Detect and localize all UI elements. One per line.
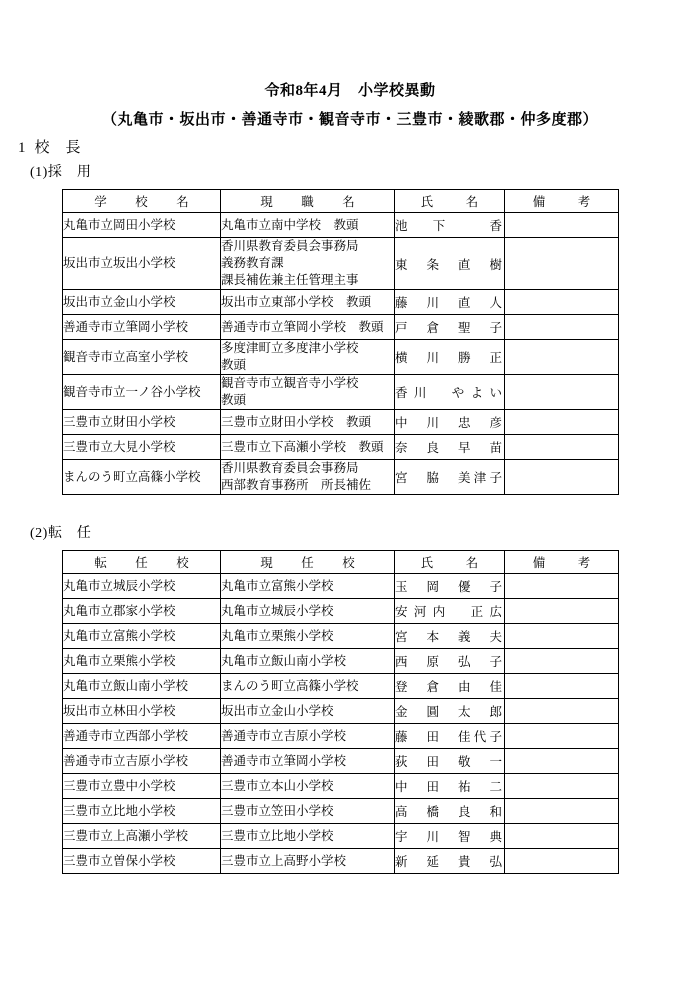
cell-school: 丸亀市立栗熊小学校 — [63, 649, 221, 674]
person-name-text: 高 橋 良 和 — [395, 805, 502, 819]
cell-current: 丸亀市立栗熊小学校 — [221, 624, 395, 649]
cell-person-name — [395, 375, 505, 410]
cell-current — [221, 340, 395, 375]
person-name-text: 玉 岡 優 子 — [395, 580, 502, 594]
cell-current: 三豊市立財田小学校 教頭 — [221, 410, 395, 435]
cell-person-name — [395, 340, 505, 375]
column-header-name — [395, 190, 505, 213]
appointment-table-head — [63, 190, 619, 213]
cell-line: 香川県教育委員会事務局 — [221, 239, 359, 253]
cell-current — [221, 460, 395, 495]
cell-current: 丸亀市立飯山南小学校 — [221, 649, 395, 674]
cell-school: 丸亀市立郡家小学校 — [63, 599, 221, 624]
cell-line: 観音寺市立観音寺小学校 — [221, 376, 359, 390]
cell-current: 三豊市立上高野小学校 — [221, 849, 395, 874]
cell-person-name — [395, 674, 505, 699]
person-name-text: 藤 川 直 人 — [395, 296, 502, 310]
cell-line: 義務教育課 — [221, 256, 284, 270]
column-header-current-position-label: 現 職 名 — [260, 195, 363, 209]
cell-remarks — [505, 290, 619, 315]
cell-current: 坂出市立東部小学校 教頭 — [221, 290, 395, 315]
table-row — [63, 724, 619, 749]
cell-remarks — [505, 799, 619, 824]
column-header-remarks — [505, 190, 619, 213]
cell-person-name — [395, 749, 505, 774]
table-row — [63, 699, 619, 724]
cell-school: 三豊市立上高瀬小学校 — [63, 824, 221, 849]
table-row — [63, 213, 619, 238]
column-header-remarks-label: 備 考 — [532, 556, 601, 570]
table-row — [63, 375, 619, 410]
cell-current: 三豊市立下高瀬小学校 教頭 — [221, 435, 395, 460]
transfer-table — [62, 550, 619, 874]
table-header-row — [63, 190, 619, 213]
cell-remarks — [505, 460, 619, 495]
table-row — [63, 290, 619, 315]
table-row — [63, 849, 619, 874]
cell-line: 課長補佐兼主任管理主事 — [221, 273, 359, 287]
person-name-text: 戸 倉 聖 子 — [395, 321, 502, 335]
cell-person-name — [395, 435, 505, 460]
cell-remarks — [505, 375, 619, 410]
cell-remarks — [505, 674, 619, 699]
table-row — [63, 799, 619, 824]
cell-person-name — [395, 849, 505, 874]
table-row — [63, 460, 619, 495]
cell-current: 丸亀市立南中学校 教頭 — [221, 213, 395, 238]
cell-person-name — [395, 290, 505, 315]
person-name-text: 香川 やよい — [395, 386, 502, 400]
cell-line: 西部教育事務所 所長補佐 — [221, 478, 372, 492]
cell-current: まんのう町立高篠小学校 — [221, 674, 395, 699]
person-name-text: 金 圓 太 郎 — [395, 705, 502, 719]
transfer-table-body — [63, 574, 619, 874]
transfer-table-wrapper — [0, 541, 700, 874]
cell-school: 善通寺市立筆岡小学校 — [63, 315, 221, 340]
cell-school: 三豊市立豊中小学校 — [63, 774, 221, 799]
cell-remarks — [505, 435, 619, 460]
cell-person-name — [395, 699, 505, 724]
column-header-name-label: 氏 名 — [420, 556, 489, 570]
cell-current: 三豊市立比地小学校 — [221, 824, 395, 849]
cell-remarks — [505, 699, 619, 724]
column-header-school — [63, 190, 221, 213]
cell-person-name — [395, 460, 505, 495]
column-header-name — [395, 551, 505, 574]
person-name-text: 宇 川 智 典 — [395, 830, 502, 844]
cell-current: 丸亀市立富熊小学校 — [221, 574, 395, 599]
cell-line: 教頭 — [221, 358, 247, 372]
table-header-row — [63, 551, 619, 574]
cell-school: 善通寺市立西部小学校 — [63, 724, 221, 749]
person-name-text: 新 延 貴 弘 — [395, 855, 502, 869]
cell-remarks — [505, 213, 619, 238]
cell-school: 三豊市立曽保小学校 — [63, 849, 221, 874]
person-name-text: 奈 良 早 苗 — [395, 441, 502, 455]
cell-line: 教頭 — [221, 393, 247, 407]
cell-person-name — [395, 624, 505, 649]
column-header-current-school — [221, 551, 395, 574]
subsection-heading-tennin: (2)転 任 — [30, 526, 92, 541]
cell-current — [221, 238, 395, 290]
appointment-table-body — [63, 213, 619, 495]
table-row — [63, 674, 619, 699]
appointment-table — [62, 189, 619, 495]
cell-school: 坂出市立金山小学校 — [63, 290, 221, 315]
cell-remarks — [505, 824, 619, 849]
cell-remarks — [505, 724, 619, 749]
column-header-transfer-school — [63, 551, 221, 574]
cell-school: 三豊市立大見小学校 — [63, 435, 221, 460]
table-row — [63, 410, 619, 435]
cell-remarks — [505, 574, 619, 599]
cell-remarks — [505, 774, 619, 799]
cell-person-name — [395, 315, 505, 340]
table-row — [63, 749, 619, 774]
cell-person-name — [395, 649, 505, 674]
column-header-remarks-label: 備 考 — [532, 195, 601, 209]
cell-school: 丸亀市立城辰小学校 — [63, 574, 221, 599]
cell-school: まんのう町立高篠小学校 — [63, 460, 221, 495]
table-row — [63, 238, 619, 290]
cell-current: 三豊市立本山小学校 — [221, 774, 395, 799]
column-header-remarks — [505, 551, 619, 574]
cell-school: 三豊市立財田小学校 — [63, 410, 221, 435]
table-row — [63, 435, 619, 460]
section-heading-koucho — [0, 128, 700, 156]
cell-current: 三豊市立笠田小学校 — [221, 799, 395, 824]
table-row — [63, 824, 619, 849]
person-name-text: 池 下 香 — [395, 219, 502, 233]
cell-line: 香川県教育委員会事務局 — [221, 461, 359, 475]
table-row — [63, 574, 619, 599]
cell-line: 多度津町立多度津小学校 — [221, 341, 359, 355]
transfer-table-head — [63, 551, 619, 574]
person-name-text: 安河内 正広 — [395, 605, 502, 619]
person-name-text: 東 条 直 樹 — [395, 257, 502, 272]
table-row — [63, 315, 619, 340]
cell-school: 観音寺市立高室小学校 — [63, 340, 221, 375]
column-header-current-school-label: 現 任 校 — [260, 556, 363, 570]
person-name-text: 中 田 祐 二 — [395, 780, 502, 794]
table-row — [63, 624, 619, 649]
cell-remarks — [505, 410, 619, 435]
column-header-transfer-school-label: 転 任 校 — [94, 556, 197, 570]
cell-remarks — [505, 315, 619, 340]
cell-school: 観音寺市立一ノ谷小学校 — [63, 375, 221, 410]
subsection-heading-saiyo: (1)採 用 — [30, 165, 92, 180]
cell-school: 丸亀市立飯山南小学校 — [63, 674, 221, 699]
cell-school: 三豊市立比地小学校 — [63, 799, 221, 824]
cell-current: 善通寺市立筆岡小学校 — [221, 749, 395, 774]
cell-person-name — [395, 824, 505, 849]
cell-current: 善通寺市立筆岡小学校 教頭 — [221, 315, 395, 340]
cell-current: 善通寺市立吉原小学校 — [221, 724, 395, 749]
table-row — [63, 599, 619, 624]
cell-person-name — [395, 774, 505, 799]
table-row — [63, 774, 619, 799]
person-name-text: 宮 脇 美津子 — [395, 471, 502, 485]
cell-school: 坂出市立林田小学校 — [63, 699, 221, 724]
cell-school: 坂出市立坂出小学校 — [63, 238, 221, 290]
table-gap-spacer — [0, 495, 700, 517]
cell-school: 丸亀市立岡田小学校 — [63, 213, 221, 238]
cell-current — [221, 375, 395, 410]
cell-remarks — [505, 749, 619, 774]
cell-remarks — [505, 624, 619, 649]
column-header-name-label: 氏 名 — [420, 195, 489, 209]
table-row — [63, 340, 619, 375]
cell-person-name — [395, 213, 505, 238]
cell-remarks — [505, 238, 619, 290]
appointment-table-wrapper — [0, 180, 700, 495]
column-header-current-position — [221, 190, 395, 213]
cell-person-name — [395, 724, 505, 749]
section-label: 校 長 — [34, 140, 82, 156]
cell-person-name — [395, 599, 505, 624]
cell-remarks — [505, 340, 619, 375]
cell-current: 丸亀市立城辰小学校 — [221, 599, 395, 624]
cell-remarks — [505, 599, 619, 624]
page-title: 令和8年4月 小学校異動 — [264, 83, 436, 99]
cell-remarks — [505, 849, 619, 874]
section-number: 1 — [18, 140, 26, 156]
person-name-text: 中 川 忠 彦 — [395, 416, 502, 430]
cell-school: 善通寺市立吉原小学校 — [63, 749, 221, 774]
cell-person-name — [395, 410, 505, 435]
cell-person-name — [395, 799, 505, 824]
cell-school: 丸亀市立富熊小学校 — [63, 624, 221, 649]
person-name-text: 宮 本 義 夫 — [395, 630, 502, 644]
person-name-text: 登 倉 由 佳 — [395, 680, 502, 694]
cell-person-name — [395, 238, 505, 290]
cell-person-name — [395, 574, 505, 599]
page-subtitle: （丸亀市・坂出市・善通寺市・観音寺市・三豊市・綾歌郡・仲多度郡） — [101, 112, 598, 128]
person-name-text: 荻 田 敬 一 — [395, 755, 502, 769]
person-name-text: 西 原 弘 子 — [395, 655, 502, 669]
person-name-text: 藤 田 佳代子 — [395, 730, 502, 744]
person-name-text: 横 川 勝 正 — [395, 351, 502, 365]
cell-remarks — [505, 649, 619, 674]
cell-current: 坂出市立金山小学校 — [221, 699, 395, 724]
table-row — [63, 649, 619, 674]
column-header-school-label: 学 校 名 — [94, 195, 197, 209]
